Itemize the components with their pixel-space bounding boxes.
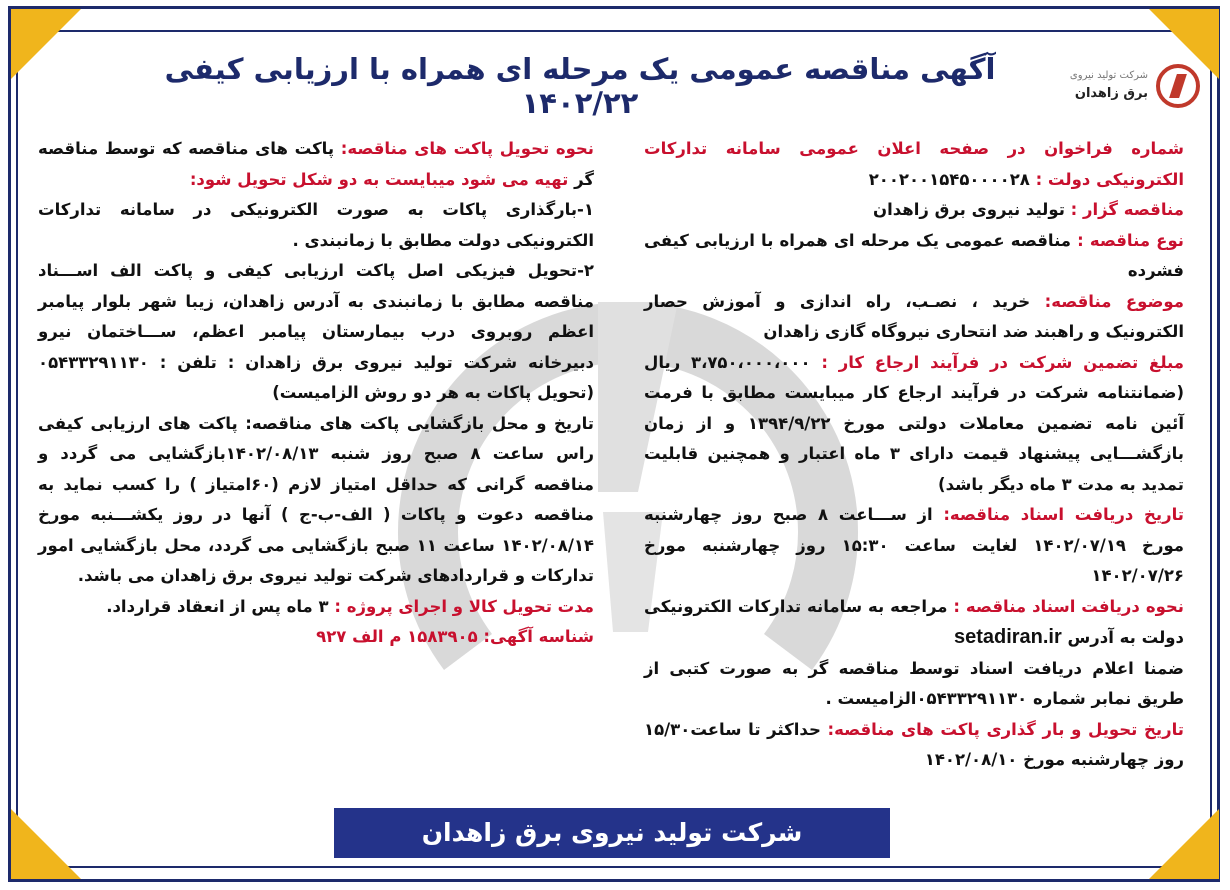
submission-deadline-para [644, 715, 1184, 776]
document-receipt-method-label: نحوه دریافت اسناد مناقصه : [953, 596, 1185, 616]
logo-mark-icon [1156, 64, 1200, 108]
submission-deadline-value: حداکثر تا ساعت۱۵/۳۰ روز چهارشنبه مورخ ۱۴۰۲/۰۸/۱۰ [644, 719, 1184, 769]
company-logo [1050, 60, 1200, 120]
notice-id-label: شناسه آگهی: ۱۵۸۳۹۰۵ م الف ۹۲۷ [316, 627, 594, 646]
notice-id-para [38, 622, 594, 653]
delivery-period-label: مدت تحویل کالا و اجرای پروژه : [334, 596, 594, 616]
footer-banner: شرکت تولید نیروی برق زاهدان [334, 808, 890, 858]
logo-line-2: برق زاهدان [1074, 86, 1148, 101]
guarantee-amount-value: ۳،۷۵۰،۰۰۰،۰۰۰ ریال (ضمانتنامه شرکت در فرآیند ارجاع کار میبایست مطابق با فرمت آئین نامه تضمین معاملات دولتی مورخ ۱۳۹۴/۹/۲۲ و از زمان بازگشـــایی پیشنهاد قیمت دارای ۳ ماه اعتبار و همچنین قابلیت تمدید به مدت ۳ ماه دیگر باشد) [644, 352, 1184, 494]
fax-notice-para: ضمنا اعلام دریافت اسناد توسط مناقصه گر به صورت کتبی از طریق نمابر شماره ۰۵۴۳۳۲۹۱۱۳۰الزامیست . [644, 658, 1184, 708]
envelope-delivery-label: نحوه تحویل پاکت های مناقصه: [340, 139, 595, 158]
corner-ornament-bottom-left [11, 809, 81, 879]
setadiran-link[interactable]: setadiran.ir [953, 626, 1062, 648]
electronic-upload-para: ۱-بارگذاری پاکات به صورت الکترونیکی در سامانه تدارکات الکترونیکی دولت مطابق با زمانبندی . [38, 200, 594, 250]
document-receipt-date-label: تاریخ دریافت اسناد مناقصه: [943, 505, 1184, 524]
delivery-period-para [38, 592, 594, 623]
submission-deadline-label: تاریخ تحویل و بار گذاری پاکت های مناقصه: [827, 719, 1184, 739]
tender-number-label: شماره فراخوان در صفحه اعلان عمومی سامانه تدارکات الکترونیکی دولت : [644, 139, 1184, 189]
document-receipt-date-para [644, 500, 1184, 592]
left-column [38, 134, 594, 653]
tender-type-para [644, 226, 1184, 287]
corner-ornament-top-left [11, 9, 81, 79]
envelope-delivery-value: پاکت های مناقصه که توسط مناقصه گر [38, 139, 594, 189]
tender-number-value: ۲۰۰۲۰۰۱۵۴۵۰۰۰۰۲۸ [868, 169, 1030, 189]
tender-type-label: نوع مناقصه : [1077, 230, 1184, 250]
delivery-period-value: ۳ ماه پس از انعقاد قرارداد. [106, 596, 329, 616]
opening-date-para: تاریخ و محل بازگشایی پاکت های مناقصه: پاکت های ارزیابی کیفی راس ساعت ۸ صبح روز شنبه ۱۴۰۲/۰۸/۱۳بازگشایی می گردد و مناقصه گرانی که حداقل امتیاز لازم (۶۰امتیاز ) را کسب نماید به مناقصه دعوت و پاکات ( الف-ب-ج ) آنها در روز یکشـــنبه مورخ ۱۴۰۲/۰۸/۱۴ ساعت ۱۱ صبح بازگشایی می گردد، محل بازگشایی امور تدارکات و قراردادهای شرکت تولید نیروی برق زاهدان می باشد. [38, 413, 594, 585]
tender-subject-label: موضوع مناقصه: [1044, 291, 1184, 311]
right-column [644, 134, 1184, 776]
document-receipt-date-value: از ســـاعت ۸ صبح روز چهارشنبه مورخ ۱۴۰۲/۰۷/۱۹ لغایت ساعت ۱۵:۳۰ روز چهارشنبه مورخ ۱۴۰۲/۰۷/۲۶ [644, 505, 1185, 585]
guarantee-amount-label: مبلغ تضمین شرکت در فرآیند ارجاع کار : [821, 352, 1185, 372]
tenderer-para [644, 195, 1184, 226]
tender-subject-value: خرید ، نصـب، راه اندازی و آموزش حصار الکترونیک و راهبند ضد انتحاری نیروگاه گازی زاهدان [644, 291, 1184, 341]
document-receipt-method-para [644, 592, 1184, 654]
envelope-delivery-label-2: تهیه می شود میبایست به دو شکل تحویل شود: [189, 169, 569, 189]
document-receipt-method-value: مراجعه به سامانه تدارکات الکترونیکی دولت به آدرس [644, 596, 1184, 647]
physical-delivery-para: ۲-تحویل فیزیکی اصل پاکت ارزیابی کیفی و پاکت الف اســـناد مناقصه مطابق با زمانبندی به آدرس زاهدان، زیبا شهر بلوار پیامبر اعظم روبروی درب بیمارستان پیامبر اعظم، ســـاختمان نیرو دبیرخانه شرکت تولید نیروی برق زاهدان : تلفن : ۰۵۴۳۳۲۹۱۱۳۰ (تحویل پاکات به هر دو روش الزامیست) [38, 261, 594, 402]
tenderer-label: مناقصه گزار : [1070, 200, 1184, 219]
tenderer-value: تولید نیروی برق زاهدان [873, 200, 1065, 219]
logo-line-1: شرکت تولید نیروی [1069, 70, 1148, 81]
tender-number-para [644, 134, 1184, 195]
guarantee-amount-para [644, 348, 1184, 501]
corner-ornament-bottom-right [1149, 809, 1219, 879]
tender-type-value: مناقصه عمومی یک مرحله ای همراه با ارزیابی کیفی فشرده [644, 230, 1184, 280]
notice-title: آگهی مناقصه عمومی یک مرحله ای همراه با ارزیابی کیفی ۱۴۰۲/۲۲ [164, 52, 996, 120]
envelope-delivery-para [38, 134, 594, 195]
tender-subject-para [644, 287, 1184, 348]
